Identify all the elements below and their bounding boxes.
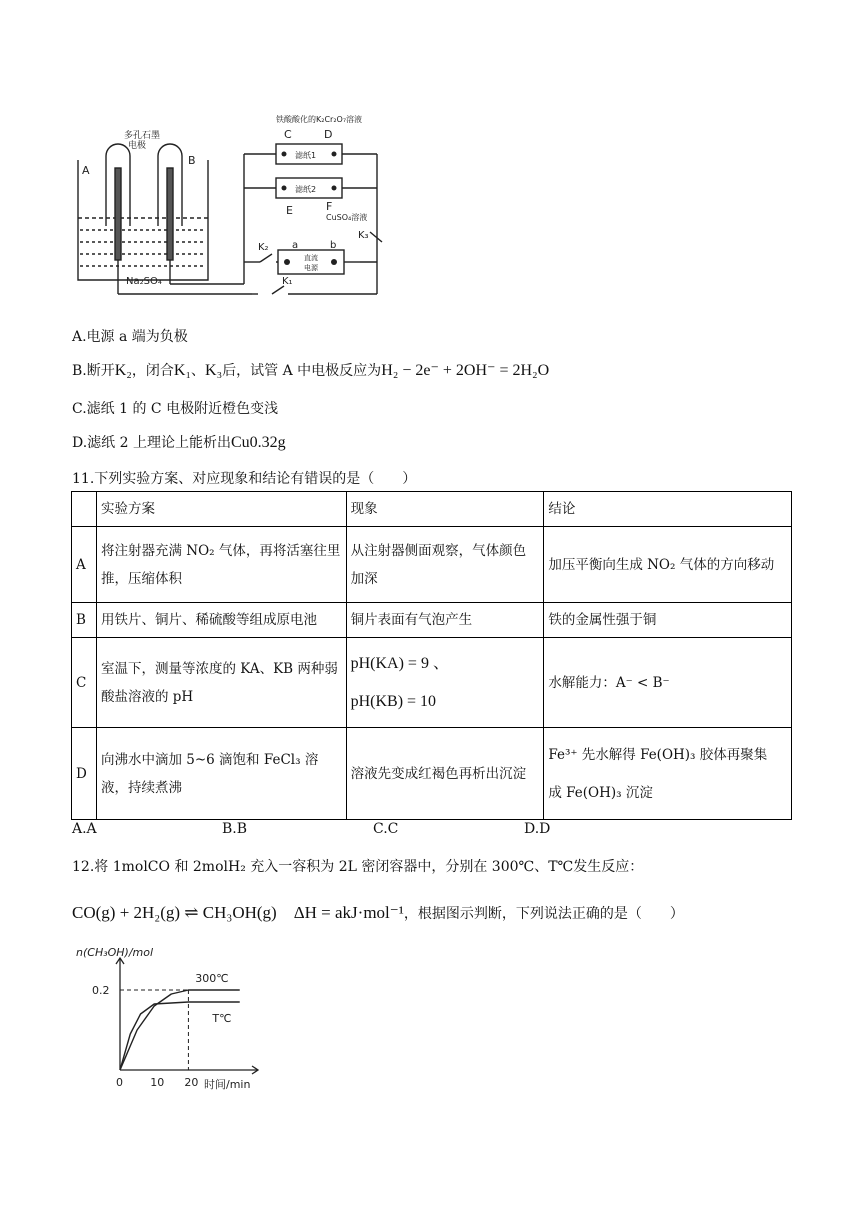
header-conclusion: 结论: [544, 492, 792, 527]
label-power2: 电源: [304, 264, 318, 272]
phen-ph-kb: pH(KB) = 10: [350, 692, 437, 710]
row-phenomenon: 铜片表面有气泡产生: [346, 603, 544, 638]
option-10B: [72, 360, 549, 380]
concl-line1: Fe³⁺ 先水解得 Fe(OH)₃ 胶体再聚集: [548, 746, 768, 763]
chart-ylabel: n(CH₃OH)/mol: [76, 946, 154, 959]
option-10B-k3: K₃: [205, 362, 223, 379]
option-10D-prefix: D.滤纸 2 上理论上能析出: [72, 435, 231, 451]
label-power1: 直流: [304, 254, 318, 262]
row-conclusion: 加压平衡向生成 NO₂ 气体的方向移动: [544, 527, 792, 603]
phen-ph-ka: pH(KA) = 9 、: [350, 654, 449, 672]
row-label: D: [72, 728, 97, 820]
row-plan: 用铁片、铜片、稀硫酸等组成原电池: [96, 603, 346, 638]
label-K3: K₃: [358, 230, 369, 241]
label-solution: Na₂SO₄: [126, 276, 162, 287]
table-row: [72, 728, 792, 820]
table-row: [72, 603, 792, 638]
x-tick-label: 0: [116, 1076, 123, 1089]
row-plan: 将注射器充满 NO₂ 气体，再将活塞往里推，压缩体积: [96, 527, 346, 603]
option-10B-equation: H₂ − 2e⁻ + 2OH⁻ = 2H₂O: [381, 362, 550, 379]
label-electrode: 多孔石墨: [124, 131, 161, 141]
label-B: B: [188, 154, 196, 167]
choice-11B[interactable]: B.B: [222, 821, 248, 837]
question-11-choices: [72, 821, 772, 841]
label-F: F: [326, 200, 333, 213]
option-10B-prefix: B.断开: [72, 363, 115, 379]
experiment-table: [71, 491, 792, 820]
question-12-after: ，根据图示判断，下列说法正确的是（ ）: [403, 906, 684, 922]
electrolysis-diagram: [72, 108, 392, 304]
label-paper1: 滤纸1: [295, 151, 317, 160]
concl-line2: 成 Fe(OH)₃ 沉淀: [548, 784, 653, 801]
choice-11C[interactable]: C.C: [373, 821, 399, 837]
row-phenomenon: [346, 638, 544, 728]
row-conclusion: [544, 728, 792, 820]
series-label: T℃: [212, 1012, 232, 1025]
row-plan: 向沸水中滴加 5~6 滴饱和 FeCl₃ 溶液，持续煮沸: [96, 728, 346, 820]
header-empty: [72, 492, 97, 527]
row-phenomenon: 溶液先变成红褐色再析出沉淀: [346, 728, 544, 820]
row-plan: 室温下，测量等浓度的 KA、KB 两种弱酸盐溶液的 pH: [96, 638, 346, 728]
label-a: a: [292, 240, 299, 251]
chart-xlabel: 时间/min: [204, 1078, 251, 1091]
row-label: B: [72, 603, 97, 638]
header-phenomenon: 现象: [346, 492, 544, 527]
option-10A: A.电源 a 端为负极: [72, 329, 188, 345]
label-A: A: [82, 164, 90, 177]
question-12-stem: 12.将 1molCO 和 2molH₂ 充入一容积为 2L 密闭容器中，分别在 300℃、T℃发生反应：: [72, 859, 644, 875]
option-10B-k2: K₂: [114, 362, 132, 379]
x-tick-label: 10: [150, 1076, 165, 1089]
table-row: [72, 638, 792, 728]
label-b: b: [330, 240, 337, 251]
label-K1: K₁: [282, 276, 293, 287]
series-label: 300℃: [195, 972, 229, 985]
option-10C: C.滤纸 1 的 C 电极附近橙色变浅: [72, 401, 279, 417]
row-label: A: [72, 527, 97, 603]
x-tick-label: 20: [184, 1076, 199, 1089]
question-11-stem: 11.下列实验方案、对应现象和结论有错误的是（ ）: [72, 471, 417, 487]
choice-11D[interactable]: D.D: [524, 821, 551, 837]
option-10D-value: Cu0.32g: [230, 434, 286, 451]
header-plan: 实验方案: [96, 492, 346, 527]
y-tick-label: 0.2: [92, 984, 110, 997]
label-E: E: [286, 204, 293, 217]
label-electrode2: 电极: [128, 141, 147, 151]
label-top-solution: 铁酸酸化的K₂Cr₂O₇溶液: [276, 115, 363, 124]
option-10B-mid: ，闭合: [131, 363, 174, 379]
option-10B-after: 后，试管 A 中电极反应为: [222, 363, 382, 379]
option-10B-sep: 、: [191, 363, 206, 379]
label-cuso4: CuSO₄溶液: [326, 213, 368, 222]
choice-11A[interactable]: A.A: [72, 821, 97, 837]
option-10D: [72, 432, 286, 452]
label-C: C: [284, 128, 292, 141]
label-K2: K₂: [258, 242, 269, 253]
row-conclusion: 铁的金属性强于铜: [544, 603, 792, 638]
row-conclusion: 水解能力：A⁻ < B⁻: [544, 638, 792, 728]
label-paper2: 滤纸2: [295, 185, 317, 194]
label-D: D: [324, 128, 333, 141]
row-phenomenon: 从注射器侧面观察，气体颜色加深: [346, 527, 544, 603]
option-10B-k1: K₁: [173, 362, 192, 379]
question-12-equation: CO(g) + 2H₂(g) ⇌ CH₃OH(g) ΔH = akJ·mol⁻¹: [72, 903, 404, 922]
table-header-row: [72, 492, 792, 527]
methanol-time-chart: [70, 940, 270, 1100]
table-row: [72, 527, 792, 603]
row-label: C: [72, 638, 97, 728]
question-12-equation-line: [72, 898, 684, 923]
